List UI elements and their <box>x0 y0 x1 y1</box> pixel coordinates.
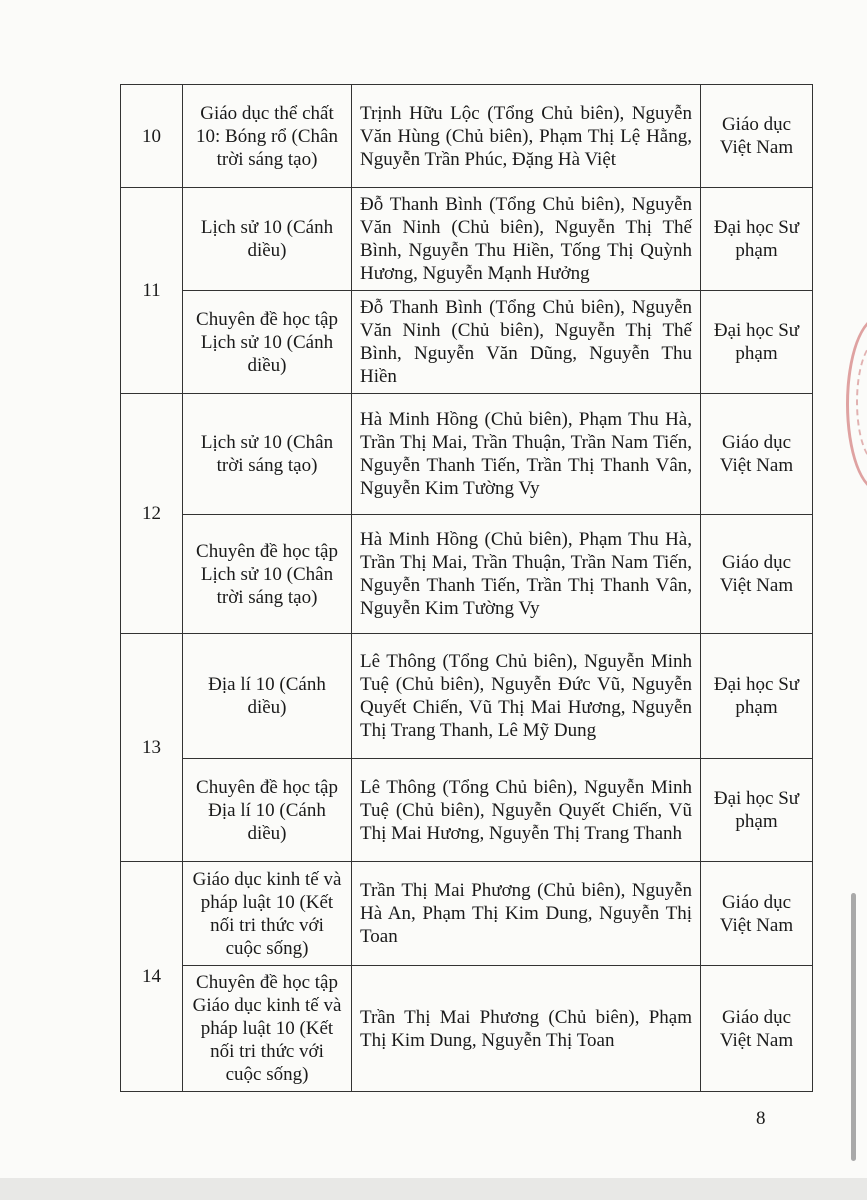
textbook-publisher: Đại học Sư phạm <box>701 188 813 291</box>
table-row <box>121 759 813 862</box>
textbook-publisher: Giáo dục Việt Nam <box>701 394 813 515</box>
textbook-publisher: Đại học Sư phạm <box>701 291 813 394</box>
table-row <box>121 188 813 291</box>
textbook-publisher: Đại học Sư phạm <box>701 634 813 759</box>
textbook-authors: Đỗ Thanh Bình (Tổng Chủ biên), Nguyễn Văn Ninh (Chủ biên), Nguyễn Thị Thế Bình, Nguyễn Văn Dũng, Nguyễn Thu Hiền <box>352 291 701 394</box>
textbook-title: Lịch sử 10 (Cánh diều) <box>183 188 352 291</box>
textbook-title: Chuyên đề học tập Lịch sử 10 (Chân trời sáng tạo) <box>183 515 352 634</box>
table-row <box>121 515 813 634</box>
row-number: 10 <box>121 85 183 188</box>
textbook-authors: Lê Thông (Tổng Chủ biên), Nguyễn Minh Tuệ (Chủ biên), Nguyễn Đức Vũ, Nguyễn Quyết Chiến, Vũ Thị Mai Hương, Nguyễn Thị Trang Thanh, Lê Mỹ Dung <box>352 634 701 759</box>
textbook-authors: Trần Thị Mai Phương (Chủ biên), Nguyễn Hà An, Phạm Thị Kim Dung, Nguyễn Thị Toan <box>352 862 701 966</box>
textbook-title: Lịch sử 10 (Chân trời sáng tạo) <box>183 394 352 515</box>
textbook-authors: Trần Thị Mai Phương (Chủ biên), Phạm Thị Kim Dung, Nguyễn Thị Toan <box>352 966 701 1092</box>
textbook-authors: Trịnh Hữu Lộc (Tổng Chủ biên), Nguyễn Văn Hùng (Chủ biên), Phạm Thị Lệ Hằng, Nguyễn Trần Phúc, Đặng Hà Việt <box>352 85 701 188</box>
row-number: 13 <box>121 634 183 862</box>
textbook-title: Chuyên đề học tập Giáo dục kinh tế và pháp luật 10 (Kết nối tri thức với cuộc sống) <box>183 966 352 1092</box>
textbook-title: Giáo dục thể chất 10: Bóng rổ (Chân trời sáng tạo) <box>183 85 352 188</box>
textbook-authors: Đỗ Thanh Bình (Tổng Chủ biên), Nguyễn Văn Ninh (Chủ biên), Nguyễn Thị Thế Bình, Nguyễn Thu Hiền, Tống Thị Quỳnh Hương, Nguyễn Mạnh Hưởng <box>352 188 701 291</box>
vertical-scrollbar[interactable] <box>851 893 856 1161</box>
row-number: 14 <box>121 862 183 1092</box>
textbook-publisher: Giáo dục Việt Nam <box>701 515 813 634</box>
textbook-title: Địa lí 10 (Cánh diều) <box>183 634 352 759</box>
table-row <box>121 394 813 515</box>
table-row <box>121 85 813 188</box>
table-row <box>121 634 813 759</box>
textbook-publisher: Đại học Sư phạm <box>701 759 813 862</box>
textbook-table <box>120 84 813 1092</box>
textbook-publisher: Giáo dục Việt Nam <box>701 862 813 966</box>
textbook-publisher: Giáo dục Việt Nam <box>701 85 813 188</box>
table-row <box>121 291 813 394</box>
page-number: 8 <box>756 1108 766 1129</box>
textbook-authors: Hà Minh Hồng (Chủ biên), Phạm Thu Hà, Trần Thị Mai, Trần Thuận, Trần Nam Tiến, Nguyễn Thanh Tiến, Trần Thị Thanh Vân, Nguyễn Kim Tường Vy <box>352 515 701 634</box>
textbook-authors: Lê Thông (Tổng Chủ biên), Nguyễn Minh Tuệ (Chủ biên), Nguyễn Quyết Chiến, Vũ Thị Mai Hương, Nguyễn Thị Trang Thanh <box>352 759 701 862</box>
table-row <box>121 966 813 1092</box>
textbook-title: Chuyên đề học tập Lịch sử 10 (Cánh diều) <box>183 291 352 394</box>
row-number: 12 <box>121 394 183 634</box>
textbook-authors: Hà Minh Hồng (Chủ biên), Phạm Thu Hà, Trần Thị Mai, Trần Thuận, Trần Nam Tiến, Nguyễn Thanh Tiến, Trần Thị Thanh Vân, Nguyễn Kim Tường Vy <box>352 394 701 515</box>
textbook-title: Chuyên đề học tập Địa lí 10 (Cánh diều) <box>183 759 352 862</box>
textbook-title: Giáo dục kinh tế và pháp luật 10 (Kết nối tri thức với cuộc sống) <box>183 862 352 966</box>
textbook-publisher: Giáo dục Việt Nam <box>701 966 813 1092</box>
page-bottom-edge <box>0 1178 867 1200</box>
table-row <box>121 862 813 966</box>
row-number: 11 <box>121 188 183 394</box>
